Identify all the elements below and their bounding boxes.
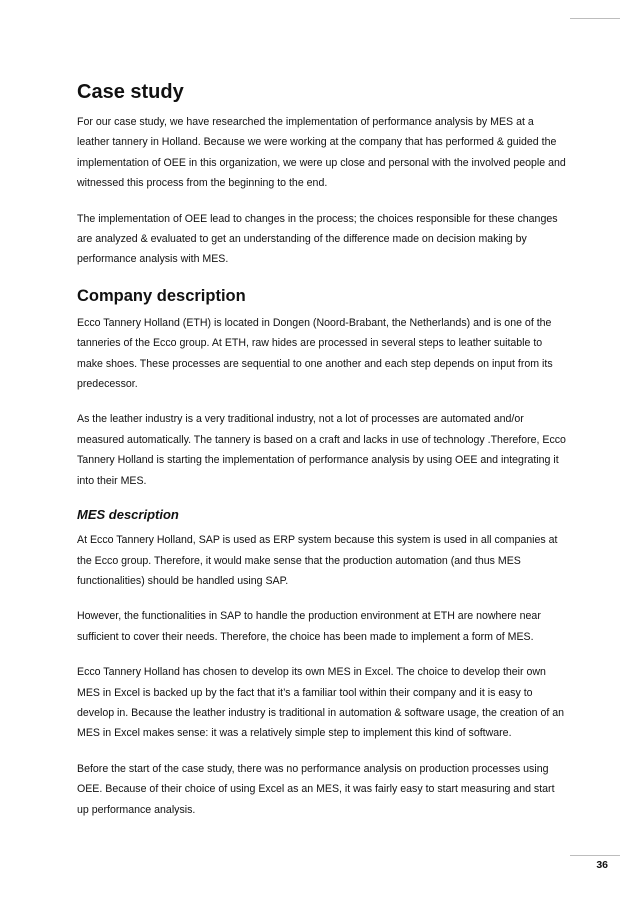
paragraph: However, the functionalities in SAP to handle the production environment at ETH are nowhere near sufficient to cover their needs. Therefore, the choice has been made to implement a form of MES. bbox=[77, 610, 541, 643]
paragraph: Ecco Tannery Holland (ETH) is located in Dongen (Noord-Brabant, the Netherlands) and is one of the tanneries of the Ecco group. At ETH, raw hides are processed in several steps to leather suitable to make shoes. These processes are sequential to one another and each step depends on input from its predecessor. bbox=[77, 316, 553, 391]
heading-mes-description: MES description bbox=[77, 507, 179, 523]
heading-company-description: Company description bbox=[77, 286, 246, 305]
paragraph: Before the start of the case study, there was no performance analysis on production processes using OEE. Because of their choice of using Excel as an MES, it was fairly easy to start measuring and start up performance analysis. bbox=[77, 762, 555, 816]
paragraph: The implementation of OEE lead to changes in the process; the choices responsible for these changes are analyzed & evaluated to get an understanding of the difference made on decision making by performance analysis with MES. bbox=[77, 212, 558, 266]
page-number: 36 bbox=[596, 859, 608, 871]
heading-case-study: Case study bbox=[77, 81, 184, 103]
footer-rule bbox=[570, 855, 620, 856]
paragraph: Ecco Tannery Holland has chosen to develop its own MES in Excel. The choice to develop their own MES in Excel is backed up by the fact that it’s a familiar tool within their company and it is easy to develop in. Because the leather industry is traditional in automation & software usage, the creation of an MES in Excel makes sense: it was a relatively simple step to implement this kind of software. bbox=[77, 666, 565, 740]
paragraph: For our case study, we have researched the implementation of performance analysis by MES at a leather tannery in Holland. Because we were working at the company that has performed & guided the implementation of OEE in this organization, we were up close and personal with the involved people and witnessed this process from the beginning to the end. bbox=[77, 116, 566, 190]
paragraph: As the leather industry is a very traditional industry, not a lot of processes are automated and/or measured automatically. The tannery is based on a craft and lacks in use of technology .Therefore, Ecco Tannery Holland is starting the implementation of performance analysis by using OEE and integrating it into their MES. bbox=[77, 413, 566, 487]
header-rule bbox=[570, 18, 620, 19]
paragraph: At Ecco Tannery Holland, SAP is used as ERP system because this system is used in all companies at the Ecco group. Therefore, it would make sense that the production automation (and thus MES functionalities) should be handled using SAP. bbox=[77, 534, 558, 587]
page-content bbox=[77, 80, 567, 835]
